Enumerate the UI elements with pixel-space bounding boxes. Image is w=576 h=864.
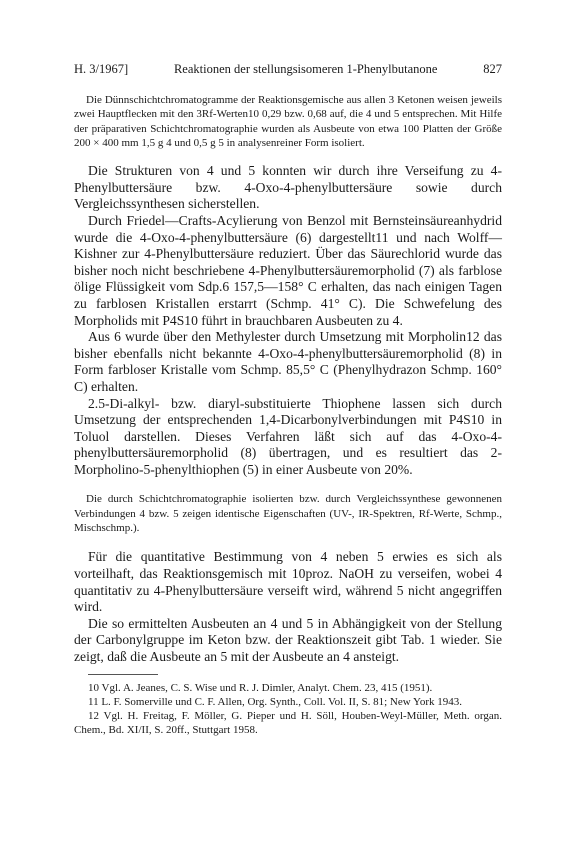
paragraph-quantitative: Für die quantitative Bestimmung von 4 neben 5 erwies es sich als vorteilhaft, das Reaktionsgemisch mit 10proz. NaOH zu verseifen, wobei 4 quantitativ zu 4-Phenylbuttersäure verseift wird, während 5 nicht angegriffen wird. [74, 549, 502, 615]
experimental-note-2 [74, 492, 502, 535]
running-header [74, 62, 502, 77]
footnote-rule [88, 674, 158, 675]
paragraph-thiophene: 2.5-Di-alkyl- bzw. diaryl-substituierte Thiophene lassen sich durch Umsetzung der entsprechenden 1,4-Dicarbonylverbindungen mit P4S10 in Toluol darstellen. Dieses Verfahren läßt sich auf das 4-Oxo-4-phenylbuttersäuremorpholid (8) übertragen, und es resultiert das 2-Morpholino-5-phenylthiophen (5) in einer Ausbeute von 20%. [74, 395, 502, 477]
experimental-note-1 [74, 93, 502, 150]
small-paragraph-1: Die Dünnschichtchromatogramme der Reaktionsgemische aus allen 3 Ketonen weisen jeweils zwei Hauptflecken mit den 3Rf-Werten10 0,29 bzw. 0,68 auf, die 4 und 5 entsprechen. Mit Hilfe der präparativen Schichtchromatographie wurden als Ausbeute von etwa 100 Platten der Größe 200 × 400 mm 1,5 g 4 und 0,5 g 5 in analysenreiner Form isoliert. [74, 94, 502, 149]
paragraph-morpholin: Aus 6 wurde über den Methylester durch Umsetzung mit Morpholin12 das bisher ebenfalls nicht bekannte 4-Oxo-4-phenylbuttersäuremorpholid (8) in Form farbloser Kristalle vom Schmp. 85,5° C (Phenylhydrazon Schmp. 160° C) erhalten. [74, 329, 502, 394]
page-number: 827 [483, 62, 502, 76]
small-paragraph-2: Die durch Schichtchromatographie isolierten bzw. durch Vergleichssynthese gewonnenen Verbindungen 4 bzw. 5 zeigen identische Eigenschaften (UV-, IR-Spektren, Rf-Werte, Schmp., Mischschmp.). [74, 493, 502, 535]
header-title: Reaktionen der stellungsisomeren 1-Phenylbutanone [173, 62, 438, 76]
footnote-10: 10 Vgl. A. Jeanes, C. S. Wise und R. J. Dimler, Analyt. Chem. 23, 415 (1951). [88, 681, 433, 694]
footnotes [74, 681, 502, 737]
main-text-1 [74, 163, 502, 478]
paragraph-yields: Die so ermittelten Ausbeuten an 4 und 5 in Abhängigkeit von der Stellung der Carbonylgruppe im Keton bzw. der Reaktionszeit gibt Tab. 1 wieder. Sie zeigt, daß die Ausbeute an 5 mit der Ausbeute an 4 ansteigt. [74, 615, 502, 664]
footnote-12: 12 Vgl. H. Freitag, F. Möller, G. Pieper und H. Söll, Houben-Weyl-Müller, Meth. organ. Chem., Bd. XI/II, S. 20ff., Stuttgart 1958. [74, 709, 502, 736]
paragraph-friedel-crafts: Durch Friedel—Crafts-Acylierung von Benzol mit Bernsteinsäureanhydrid wurde die 4-Oxo-4-phenylbuttersäure (6) dargestellt11 und nach Wolff—Kishner zur 4-Phenylbuttersäure reduziert. Über das Säurechlorid wurde das bisher noch nicht beschriebene 4-Phenylbuttersäuremorpholid (7) als farblose ölige Flüssigkeit vom Sdp.6 157,5—158° C erhalten, das nach einigen Tagen zu farblosen Kristallen erstarrt (Schmp. 41° C). Die Schwefelung des Morpholids mit P4S10 führt in brauchbaren Ausbeuten zu 4. [74, 212, 502, 328]
paragraph-structures: Die Strukturen von 4 und 5 konnten wir durch ihre Verseifung zu 4-Phenylbuttersäure bzw. 4-Oxo-4-phenylbuttersäure sowie durch Vergleichssynthesen sicherstellen. [74, 163, 502, 212]
header-issue: H. 3/1967] [74, 62, 129, 76]
footnote-11: 11 L. F. Somerville und C. F. Allen, Org. Synth., Coll. Vol. II, S. 81; New York 1943. [88, 695, 463, 708]
main-text-2 [74, 549, 502, 665]
